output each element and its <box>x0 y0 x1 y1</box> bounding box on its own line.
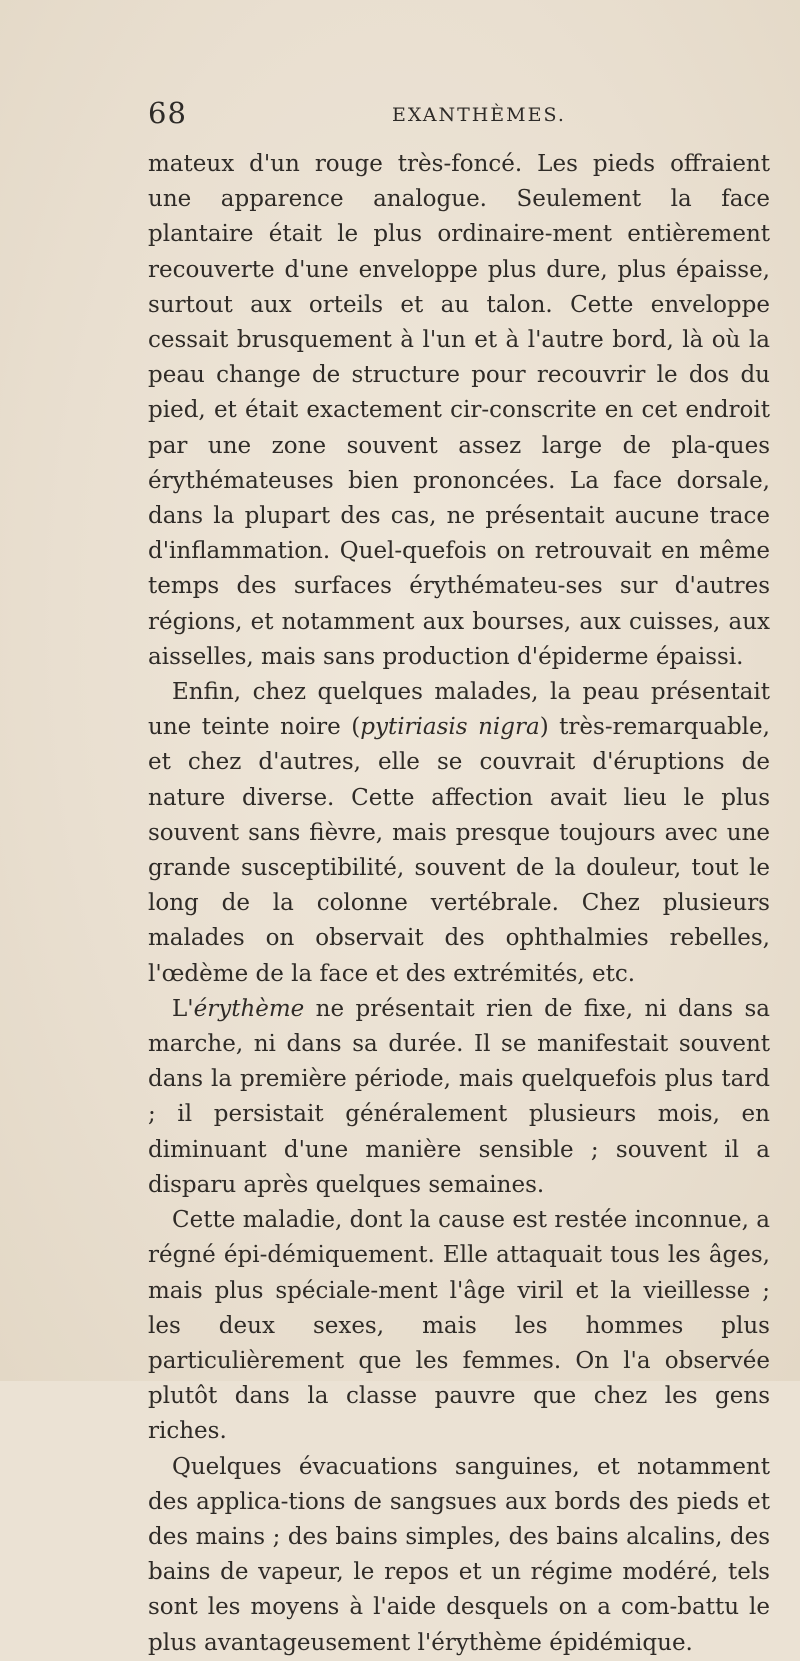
paragraph-3 <box>148 992 770 1203</box>
paragraph-1-text: mateux d'un rouge très-foncé. Les pieds offraient une apparence analogue. Seulement la face plantaire était le plus ordinaire-ment entièrement recouverte d'une enveloppe plus dure, plus épaisse, surtout aux orteils et au talon. Cette enveloppe cessait brusquement à l'un et à l'autre bord, là où la peau change de structure pour recouvrir le dos du pied, et était exactement cir-conscrite en cet endroit par une zone souvent assez large de pla-ques érythémateuses bien prononcées. La face dorsale, dans la plupart des cas, ne présentait aucune trace d'inflammation. Quel-quefois on retrouvait en même temps des surfaces érythémateu-ses sur d'autres régions, et notamment aux bourses, aux cuisses, aux aisselles, mais sans production d'épiderme épaissi. <box>148 151 770 670</box>
page-number: 68 <box>148 96 187 130</box>
paragraph-3-before: L' <box>172 995 194 1022</box>
body-text <box>148 147 770 1661</box>
paragraph-2-after: ) très-remarquable, et chez d'autres, elle se couvrait d'éruptions de nature diverse. Cette affection avait lieu le plus souvent sans fièvre, mais presque toujours avec une grande susceptibilité, souvent de la douleur, tout le long de la colonne vertébrale. Chez plusieurs malades on observait des ophthalmies rebelles, l'œdème de la face et des extrémités, etc. <box>148 714 770 987</box>
paragraph-3-after: ne présentait rien de fixe, ni dans sa marche, ni dans sa durée. Il se manifestait souvent dans la première période, mais quelquefois plus tard ; il persistait généralement plusieurs mois, en diminuant d'une manière sensible ; souvent il a disparu après quelques semaines. <box>148 995 770 1198</box>
paragraph-3-italic: érythème <box>193 995 305 1022</box>
paragraph-5 <box>148 1450 770 1661</box>
paragraph-1 <box>148 147 770 675</box>
running-head: EXANTHÈMES. <box>392 104 566 126</box>
paragraph-2-italic: pytiriasis nigra <box>360 714 540 741</box>
page-header <box>148 96 680 136</box>
paragraph-4 <box>148 1203 770 1449</box>
paragraph-2 <box>148 675 770 992</box>
paragraph-4-text: Cette maladie, dont la cause est restée inconnue, a régné épi-démiquement. Elle attaquait tous les âges, mais plus spéciale-ment l'âge viril et la vieillesse ; les deux sexes, mais les hommes plus particulièrement que les femmes. On l'a observée plutôt dans la classe pauvre que chez les gens riches. <box>148 1207 770 1445</box>
paragraph-2-before: Enfin, chez quelques malades, la peau présentait une teinte noire ( <box>148 679 770 741</box>
paragraph-5-text: Quelques évacuations sanguines, et notamment des applica-tions de sangsues aux bords des pieds et des mains ; des bains simples, des bains alcalins, des bains de vapeur, le repos et un régime modéré, tels sont les moyens à l'aide desquels on a com-battu le plus avantageusement l'érythème épidémique. <box>148 1453 770 1656</box>
